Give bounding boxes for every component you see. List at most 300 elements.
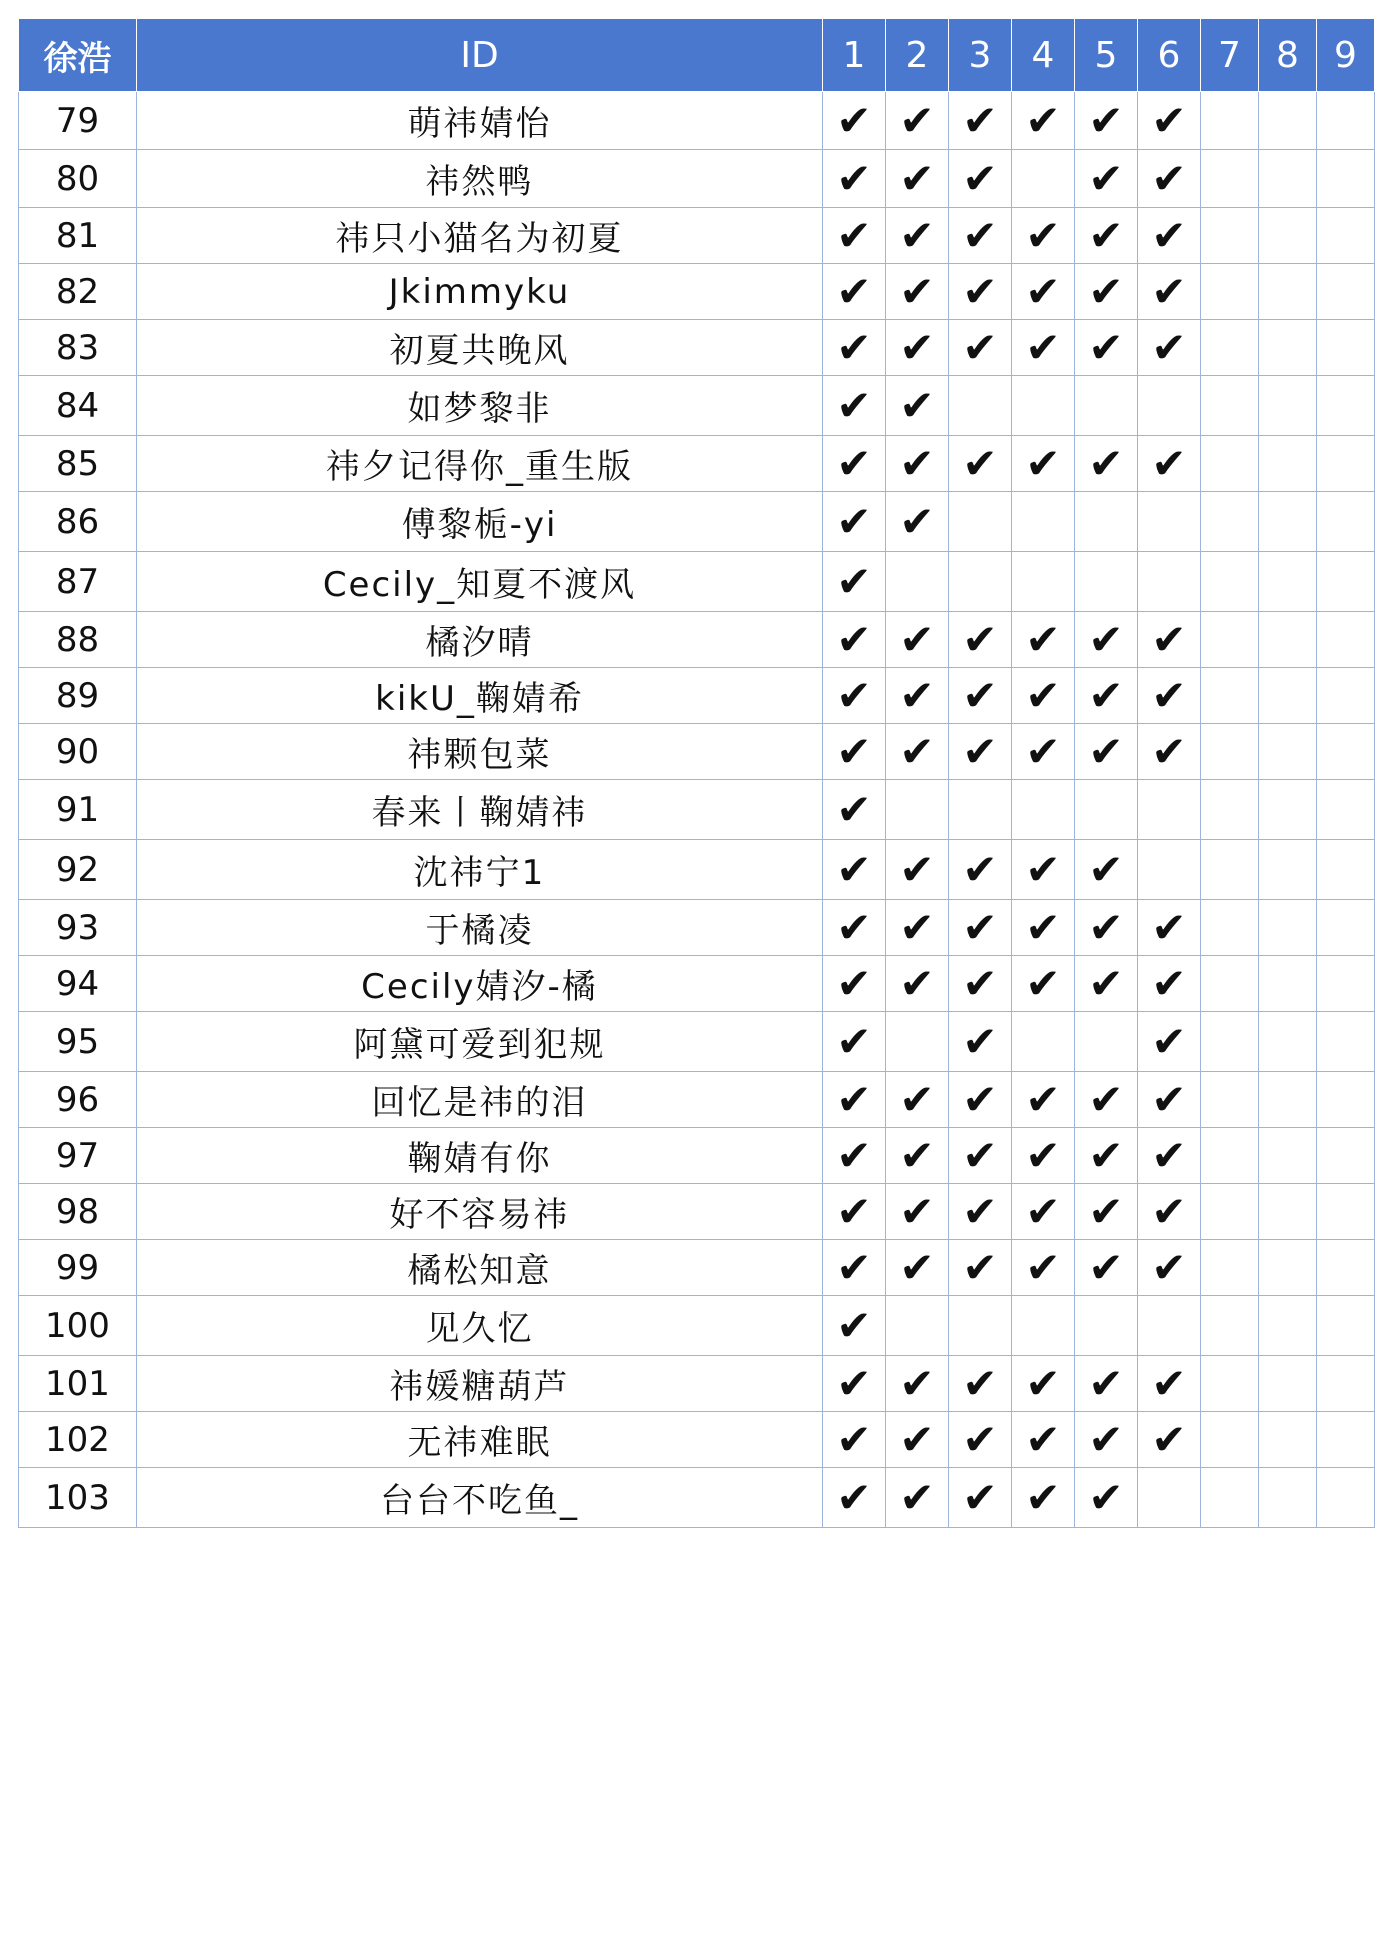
empty-cell	[1259, 264, 1317, 320]
check-mark-icon: ✔	[949, 1412, 1012, 1468]
empty-cell	[1201, 320, 1259, 376]
check-mark-icon: ✔	[949, 1184, 1012, 1240]
user-id: 鞠婧有你	[137, 1128, 823, 1184]
check-mark-icon: ✔	[823, 150, 886, 208]
empty-cell	[949, 552, 1012, 612]
table-row	[19, 552, 1375, 612]
check-mark-icon: ✔	[1075, 1128, 1138, 1184]
empty-cell	[1201, 1468, 1259, 1528]
empty-cell	[1012, 780, 1075, 840]
check-mark-icon: ✔	[1075, 840, 1138, 900]
check-mark-icon: ✔	[1075, 436, 1138, 492]
user-id: 萌祎婧怡	[137, 92, 823, 150]
check-mark-icon: ✔	[823, 668, 886, 724]
check-mark-icon: ✔	[886, 1072, 949, 1128]
check-mark-icon: ✔	[823, 1468, 886, 1528]
check-mark-icon: ✔	[823, 840, 886, 900]
empty-cell	[1317, 92, 1375, 150]
check-mark-icon: ✔	[1075, 92, 1138, 150]
round-header: 6	[1138, 19, 1201, 92]
check-mark-icon: ✔	[823, 1128, 886, 1184]
check-mark-icon: ✔	[1138, 1072, 1201, 1128]
row-number: 92	[19, 840, 137, 900]
check-mark-icon: ✔	[949, 956, 1012, 1012]
check-mark-icon: ✔	[1075, 1240, 1138, 1296]
table-row	[19, 320, 1375, 376]
row-number: 81	[19, 208, 137, 264]
user-id: 橘汐晴	[137, 612, 823, 668]
table-row	[19, 612, 1375, 668]
user-id: 沈祎宁1	[137, 840, 823, 900]
table-row	[19, 1184, 1375, 1240]
check-mark-icon: ✔	[1138, 92, 1201, 150]
user-id: 如梦黎非	[137, 376, 823, 436]
empty-cell	[1012, 376, 1075, 436]
table-row	[19, 436, 1375, 492]
user-id: kikU_鞠婧希	[137, 668, 823, 724]
row-number: 84	[19, 376, 137, 436]
empty-cell	[1259, 320, 1317, 376]
row-number: 85	[19, 436, 137, 492]
check-mark-icon: ✔	[886, 150, 949, 208]
empty-cell	[949, 1296, 1012, 1356]
round-header: 4	[1012, 19, 1075, 92]
check-mark-icon: ✔	[949, 612, 1012, 668]
check-mark-icon: ✔	[1012, 1072, 1075, 1128]
owner-header: 徐浩	[19, 19, 137, 92]
empty-cell	[1317, 1012, 1375, 1072]
table-row	[19, 492, 1375, 552]
empty-cell	[1259, 840, 1317, 900]
user-id: 见久忆	[137, 1296, 823, 1356]
empty-cell	[886, 552, 949, 612]
user-id: 橘松知意	[137, 1240, 823, 1296]
empty-cell	[1317, 1296, 1375, 1356]
check-mark-icon: ✔	[823, 724, 886, 780]
table-row	[19, 92, 1375, 150]
empty-cell	[1201, 1012, 1259, 1072]
check-mark-icon: ✔	[886, 320, 949, 376]
check-mark-icon: ✔	[1012, 724, 1075, 780]
row-number: 82	[19, 264, 137, 320]
check-mark-icon: ✔	[1012, 668, 1075, 724]
check-mark-icon: ✔	[1012, 208, 1075, 264]
check-mark-icon: ✔	[1138, 1012, 1201, 1072]
row-number: 89	[19, 668, 137, 724]
check-mark-icon: ✔	[886, 1184, 949, 1240]
check-mark-icon: ✔	[1138, 956, 1201, 1012]
empty-cell	[1317, 376, 1375, 436]
check-mark-icon: ✔	[1138, 208, 1201, 264]
check-mark-icon: ✔	[949, 264, 1012, 320]
check-mark-icon: ✔	[1138, 900, 1201, 956]
empty-cell	[1259, 150, 1317, 208]
check-mark-icon: ✔	[886, 668, 949, 724]
empty-cell	[1259, 1240, 1317, 1296]
check-mark-icon: ✔	[823, 320, 886, 376]
row-number: 94	[19, 956, 137, 1012]
empty-cell	[1201, 376, 1259, 436]
table-row	[19, 376, 1375, 436]
check-mark-icon: ✔	[823, 264, 886, 320]
empty-cell	[1075, 552, 1138, 612]
empty-cell	[1075, 780, 1138, 840]
check-mark-icon: ✔	[886, 208, 949, 264]
row-number: 91	[19, 780, 137, 840]
check-mark-icon: ✔	[1138, 724, 1201, 780]
empty-cell	[1317, 1412, 1375, 1468]
check-mark-icon: ✔	[1075, 264, 1138, 320]
empty-cell	[1317, 264, 1375, 320]
empty-cell	[1317, 612, 1375, 668]
empty-cell	[1317, 1184, 1375, 1240]
table-body	[19, 92, 1375, 1528]
table-row	[19, 1296, 1375, 1356]
empty-cell	[1317, 668, 1375, 724]
empty-cell	[1259, 1468, 1317, 1528]
empty-cell	[1259, 668, 1317, 724]
empty-cell	[1317, 780, 1375, 840]
empty-cell	[1201, 900, 1259, 956]
check-mark-icon: ✔	[1075, 208, 1138, 264]
user-id: 于橘凌	[137, 900, 823, 956]
check-mark-icon: ✔	[823, 552, 886, 612]
check-mark-icon: ✔	[949, 208, 1012, 264]
empty-cell	[1201, 612, 1259, 668]
check-mark-icon: ✔	[1012, 264, 1075, 320]
check-mark-icon: ✔	[1012, 1184, 1075, 1240]
check-mark-icon: ✔	[1012, 900, 1075, 956]
check-mark-icon: ✔	[1012, 320, 1075, 376]
check-mark-icon: ✔	[823, 436, 886, 492]
check-mark-icon: ✔	[949, 668, 1012, 724]
check-mark-icon: ✔	[886, 376, 949, 436]
empty-cell	[886, 780, 949, 840]
check-mark-icon: ✔	[949, 436, 1012, 492]
empty-cell	[886, 1296, 949, 1356]
check-mark-icon: ✔	[1075, 956, 1138, 1012]
table-row	[19, 264, 1375, 320]
check-mark-icon: ✔	[1075, 320, 1138, 376]
empty-cell	[1075, 492, 1138, 552]
row-number: 88	[19, 612, 137, 668]
empty-cell	[1259, 552, 1317, 612]
empty-cell	[1259, 1128, 1317, 1184]
check-mark-icon: ✔	[949, 724, 1012, 780]
empty-cell	[1317, 1072, 1375, 1128]
empty-cell	[1317, 1468, 1375, 1528]
check-mark-icon: ✔	[1138, 612, 1201, 668]
check-mark-icon: ✔	[1138, 1240, 1201, 1296]
row-number: 100	[19, 1296, 137, 1356]
empty-cell	[1317, 840, 1375, 900]
empty-cell	[1012, 552, 1075, 612]
empty-cell	[1317, 436, 1375, 492]
check-mark-icon: ✔	[823, 1412, 886, 1468]
check-mark-icon: ✔	[886, 840, 949, 900]
row-number: 86	[19, 492, 137, 552]
table-row	[19, 150, 1375, 208]
round-header: 5	[1075, 19, 1138, 92]
check-mark-icon: ✔	[1075, 1468, 1138, 1528]
empty-cell	[1317, 320, 1375, 376]
check-mark-icon: ✔	[1138, 668, 1201, 724]
user-id: 祎然鸭	[137, 150, 823, 208]
empty-cell	[1012, 150, 1075, 208]
empty-cell	[1201, 150, 1259, 208]
check-mark-icon: ✔	[1075, 1356, 1138, 1412]
empty-cell	[1012, 1012, 1075, 1072]
empty-cell	[1012, 1296, 1075, 1356]
checkin-table	[18, 18, 1375, 1528]
empty-cell	[1259, 956, 1317, 1012]
check-mark-icon: ✔	[1012, 1468, 1075, 1528]
table-row	[19, 1072, 1375, 1128]
id-header: ID	[137, 19, 823, 92]
table-row	[19, 208, 1375, 264]
table-row	[19, 780, 1375, 840]
empty-cell	[1201, 1240, 1259, 1296]
user-id: 傅黎栀-yi	[137, 492, 823, 552]
empty-cell	[1259, 780, 1317, 840]
check-mark-icon: ✔	[886, 1468, 949, 1528]
check-mark-icon: ✔	[1138, 1128, 1201, 1184]
check-mark-icon: ✔	[886, 724, 949, 780]
check-mark-icon: ✔	[886, 900, 949, 956]
check-mark-icon: ✔	[1138, 150, 1201, 208]
table-row	[19, 1468, 1375, 1528]
empty-cell	[1317, 1240, 1375, 1296]
empty-cell	[1201, 1412, 1259, 1468]
empty-cell	[1317, 900, 1375, 956]
check-mark-icon: ✔	[823, 1356, 886, 1412]
user-id: 祎夕记得你_重生版	[137, 436, 823, 492]
empty-cell	[1201, 1184, 1259, 1240]
empty-cell	[1201, 436, 1259, 492]
table-row	[19, 1412, 1375, 1468]
check-mark-icon: ✔	[823, 1184, 886, 1240]
check-mark-icon: ✔	[823, 612, 886, 668]
check-mark-icon: ✔	[823, 492, 886, 552]
user-id: 台台不吃鱼_	[137, 1468, 823, 1528]
empty-cell	[1201, 668, 1259, 724]
check-mark-icon: ✔	[886, 1240, 949, 1296]
row-number: 103	[19, 1468, 137, 1528]
row-number: 90	[19, 724, 137, 780]
check-mark-icon: ✔	[886, 612, 949, 668]
empty-cell	[949, 492, 1012, 552]
check-mark-icon: ✔	[1075, 1072, 1138, 1128]
check-mark-icon: ✔	[949, 1240, 1012, 1296]
check-mark-icon: ✔	[949, 1468, 1012, 1528]
empty-cell	[1201, 92, 1259, 150]
empty-cell	[1201, 552, 1259, 612]
check-mark-icon: ✔	[1012, 1128, 1075, 1184]
check-mark-icon: ✔	[823, 1296, 886, 1356]
check-mark-icon: ✔	[949, 1072, 1012, 1128]
check-mark-icon: ✔	[1012, 1412, 1075, 1468]
user-id: 祎颗包菜	[137, 724, 823, 780]
empty-cell	[1201, 724, 1259, 780]
empty-cell	[1201, 1356, 1259, 1412]
empty-cell	[1259, 900, 1317, 956]
row-number: 79	[19, 92, 137, 150]
check-mark-icon: ✔	[886, 1412, 949, 1468]
empty-cell	[1259, 436, 1317, 492]
check-mark-icon: ✔	[823, 208, 886, 264]
user-id: 祎媛糖葫芦	[137, 1356, 823, 1412]
empty-cell	[1075, 1296, 1138, 1356]
row-number: 93	[19, 900, 137, 956]
check-mark-icon: ✔	[949, 900, 1012, 956]
check-mark-icon: ✔	[1075, 612, 1138, 668]
check-mark-icon: ✔	[823, 376, 886, 436]
check-mark-icon: ✔	[1138, 1356, 1201, 1412]
check-mark-icon: ✔	[1075, 668, 1138, 724]
check-mark-icon: ✔	[949, 92, 1012, 150]
empty-cell	[1259, 1296, 1317, 1356]
check-mark-icon: ✔	[886, 956, 949, 1012]
round-header: 3	[949, 19, 1012, 92]
check-mark-icon: ✔	[1075, 1412, 1138, 1468]
empty-cell	[1075, 1012, 1138, 1072]
empty-cell	[1201, 1296, 1259, 1356]
empty-cell	[1201, 1072, 1259, 1128]
empty-cell	[1317, 492, 1375, 552]
table-row	[19, 724, 1375, 780]
table-row	[19, 1012, 1375, 1072]
check-mark-icon: ✔	[1012, 1240, 1075, 1296]
check-mark-icon: ✔	[823, 92, 886, 150]
empty-cell	[1259, 1012, 1317, 1072]
table-row	[19, 840, 1375, 900]
table-row	[19, 1240, 1375, 1296]
row-number: 80	[19, 150, 137, 208]
empty-cell	[1259, 1184, 1317, 1240]
empty-cell	[1317, 1128, 1375, 1184]
check-mark-icon: ✔	[1012, 92, 1075, 150]
user-id: Cecily婧汐-橘	[137, 956, 823, 1012]
user-id: 无祎难眠	[137, 1412, 823, 1468]
user-id: 阿黛可爱到犯规	[137, 1012, 823, 1072]
round-header: 1	[823, 19, 886, 92]
empty-cell	[1201, 1128, 1259, 1184]
empty-cell	[1259, 1356, 1317, 1412]
empty-cell	[1259, 612, 1317, 668]
empty-cell	[1259, 208, 1317, 264]
check-mark-icon: ✔	[886, 264, 949, 320]
user-id: 初夏共晚风	[137, 320, 823, 376]
row-number: 87	[19, 552, 137, 612]
empty-cell	[1317, 552, 1375, 612]
round-header: 9	[1317, 19, 1375, 92]
user-id: 好不容易祎	[137, 1184, 823, 1240]
user-id: 回忆是祎的泪	[137, 1072, 823, 1128]
round-header: 2	[886, 19, 949, 92]
empty-cell	[1259, 1072, 1317, 1128]
check-mark-icon: ✔	[1075, 724, 1138, 780]
empty-cell	[1138, 552, 1201, 612]
check-mark-icon: ✔	[1075, 900, 1138, 956]
empty-cell	[1138, 780, 1201, 840]
row-number: 102	[19, 1412, 137, 1468]
check-mark-icon: ✔	[1012, 1356, 1075, 1412]
check-mark-icon: ✔	[886, 492, 949, 552]
table-row	[19, 956, 1375, 1012]
check-mark-icon: ✔	[1138, 1184, 1201, 1240]
check-mark-icon: ✔	[823, 956, 886, 1012]
empty-cell	[1201, 208, 1259, 264]
round-header: 8	[1259, 19, 1317, 92]
empty-cell	[1138, 376, 1201, 436]
user-id: Cecily_知夏不渡风	[137, 552, 823, 612]
check-mark-icon: ✔	[949, 320, 1012, 376]
check-mark-icon: ✔	[1012, 436, 1075, 492]
check-mark-icon: ✔	[823, 900, 886, 956]
check-mark-icon: ✔	[1012, 956, 1075, 1012]
empty-cell	[1138, 1296, 1201, 1356]
empty-cell	[1138, 840, 1201, 900]
header-row	[19, 19, 1375, 92]
row-number: 96	[19, 1072, 137, 1128]
empty-cell	[1317, 724, 1375, 780]
row-number: 97	[19, 1128, 137, 1184]
check-mark-icon: ✔	[1138, 264, 1201, 320]
empty-cell	[1138, 1468, 1201, 1528]
table-row	[19, 668, 1375, 724]
empty-cell	[1012, 492, 1075, 552]
check-mark-icon: ✔	[1075, 150, 1138, 208]
check-mark-icon: ✔	[823, 1072, 886, 1128]
row-number: 98	[19, 1184, 137, 1240]
check-mark-icon: ✔	[886, 1128, 949, 1184]
empty-cell	[886, 1012, 949, 1072]
round-header: 7	[1201, 19, 1259, 92]
check-mark-icon: ✔	[1075, 1184, 1138, 1240]
empty-cell	[1201, 492, 1259, 552]
empty-cell	[1259, 92, 1317, 150]
check-mark-icon: ✔	[949, 1356, 1012, 1412]
check-mark-icon: ✔	[1012, 840, 1075, 900]
empty-cell	[1259, 724, 1317, 780]
empty-cell	[1259, 376, 1317, 436]
empty-cell	[1259, 1412, 1317, 1468]
check-mark-icon: ✔	[886, 436, 949, 492]
empty-cell	[1201, 840, 1259, 900]
check-mark-icon: ✔	[823, 1240, 886, 1296]
check-mark-icon: ✔	[886, 92, 949, 150]
check-mark-icon: ✔	[823, 1012, 886, 1072]
empty-cell	[1317, 150, 1375, 208]
empty-cell	[1317, 956, 1375, 1012]
table-row	[19, 1128, 1375, 1184]
empty-cell	[949, 376, 1012, 436]
check-mark-icon: ✔	[949, 840, 1012, 900]
empty-cell	[1075, 376, 1138, 436]
check-mark-icon: ✔	[1012, 612, 1075, 668]
check-mark-icon: ✔	[823, 780, 886, 840]
check-mark-icon: ✔	[1138, 1412, 1201, 1468]
table-row	[19, 1356, 1375, 1412]
user-id: 祎只小猫名为初夏	[137, 208, 823, 264]
empty-cell	[1317, 208, 1375, 264]
empty-cell	[1201, 780, 1259, 840]
empty-cell	[1138, 492, 1201, 552]
check-mark-icon: ✔	[949, 150, 1012, 208]
row-number: 101	[19, 1356, 137, 1412]
empty-cell	[1201, 956, 1259, 1012]
check-mark-icon: ✔	[886, 1356, 949, 1412]
